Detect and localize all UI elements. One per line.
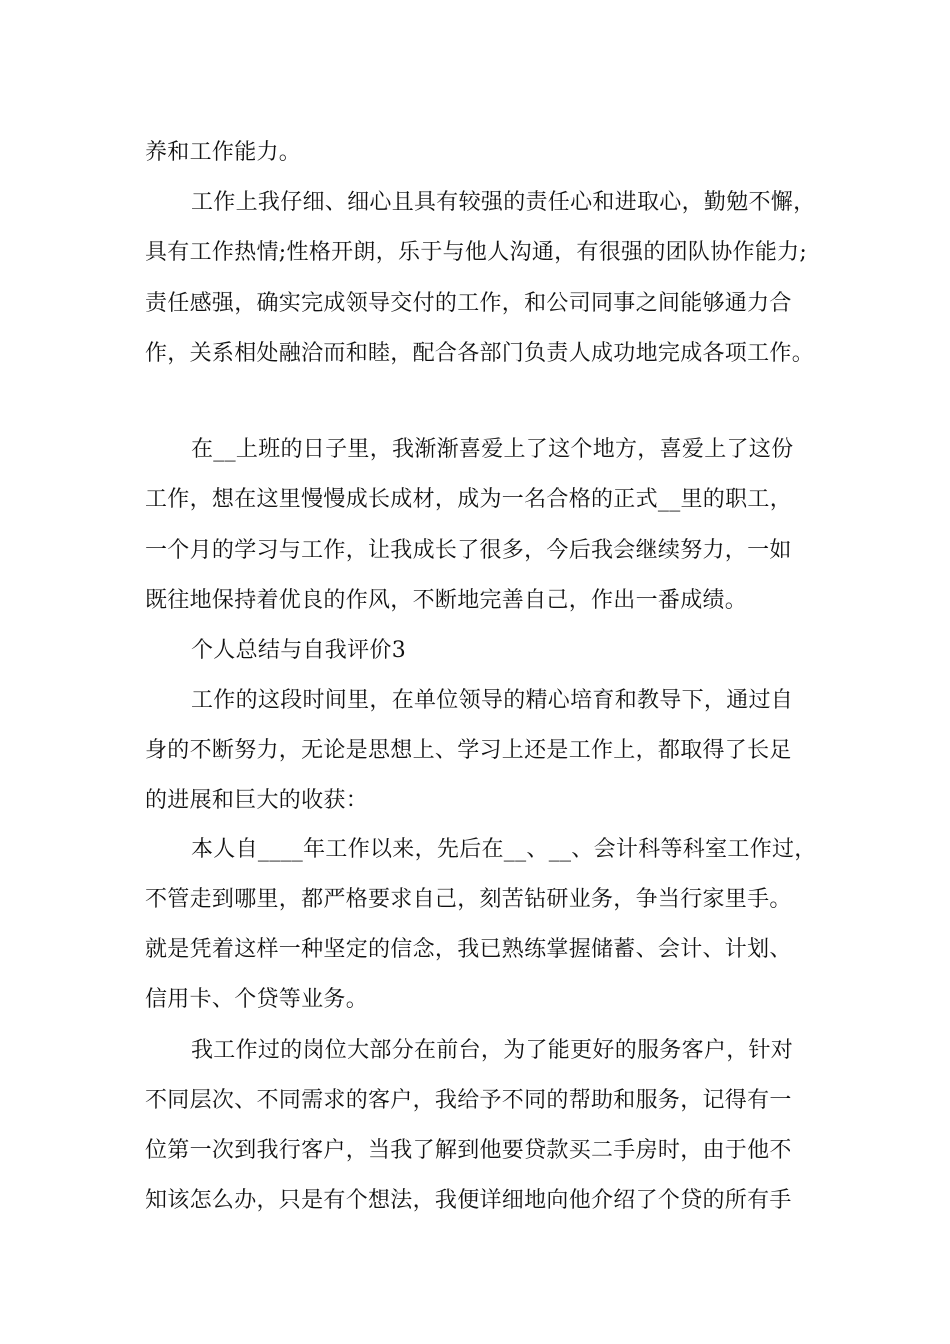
- text-line: 不同层次、不同需求的客户，我给予不同的帮助和服务，记得有一: [145, 1088, 792, 1113]
- text-line: 在__上班的日子里，我渐渐喜爱上了这个地方，喜爱上了这份: [191, 437, 794, 462]
- text-line: 的进展和巨大的收获：: [145, 788, 369, 813]
- text-line: 身的不断努力，无论是思想上、学习上还是工作上，都取得了长足: [145, 738, 792, 763]
- text-line: 既往地保持着优良的作风，不断地完善自己，作出一番成绩。: [145, 588, 748, 613]
- text-line: 工作，想在这里慢慢成长成材，成为一名合格的正式__里的职工，: [145, 487, 793, 512]
- text-line: 工作上我仔细、细心且具有较强的责任心和进取心，勤勉不懈，: [191, 190, 816, 215]
- text-line: 我工作过的岗位大部分在前台，为了能更好的服务客户，针对: [191, 1038, 794, 1063]
- text-line: 就是凭着这样一种坚定的信念，我已熟练掌握储蓄、会计、计划、: [145, 937, 792, 962]
- section-heading: 个人总结与自我评价3: [191, 638, 406, 663]
- text-line: 知该怎么办，只是有个想法，我便详细地向他介绍了个贷的所有手: [145, 1188, 792, 1213]
- text-line: 信用卡、个贷等业务。: [145, 987, 369, 1012]
- text-line: 本人自____年工作以来，先后在__、__、会计科等科室工作过，: [191, 837, 817, 862]
- text-line: 位第一次到我行客户，当我了解到他要贷款买二手房时，由于他不: [145, 1138, 792, 1163]
- text-line: 不管走到哪里，都严格要求自己，刻苦钻研业务，争当行家里手。: [145, 887, 792, 912]
- text-line: 责任感强，确实完成领导交付的工作，和公司同事之间能够通力合: [145, 291, 792, 316]
- text-line: 工作的这段时间里，在单位领导的精心培育和教导下，通过自: [191, 688, 794, 713]
- text-line: 养和工作能力。: [145, 140, 302, 165]
- text-line: 作，关系相处融洽而和睦，配合各部门负责人成功地完成各项工作。: [145, 341, 815, 366]
- text-line: 一个月的学习与工作，让我成长了很多，今后我会继续努力，一如: [145, 538, 792, 563]
- text-line: 具有工作热情;性格开朗，乐于与他人沟通，有很强的团队协作能力;: [145, 240, 808, 265]
